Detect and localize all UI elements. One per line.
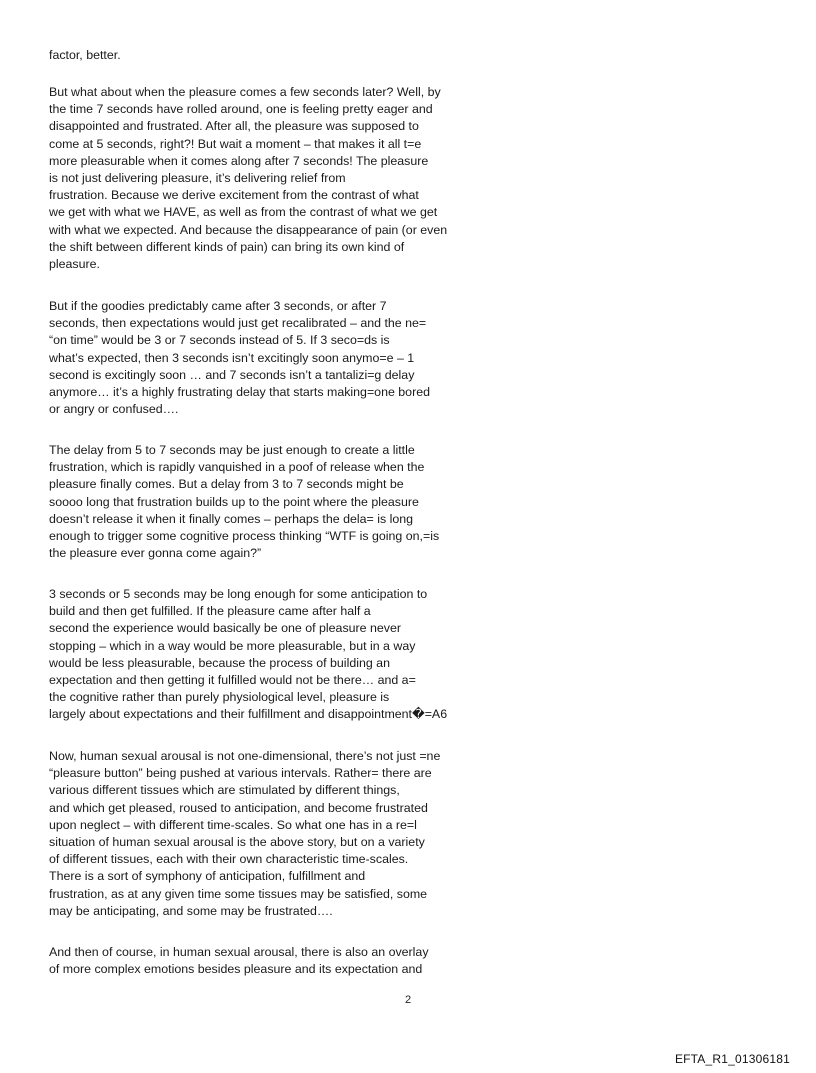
text-line: or angry or confused…. <box>49 402 179 417</box>
text-line: various different tissues which are stimulated by different things, <box>49 783 400 798</box>
text-line: frustration, which is rapidly vanquished in a poof of release when the <box>49 460 425 475</box>
text-line: pleasure finally comes. But a delay from 3 to 7 seconds might be <box>49 477 404 492</box>
page-number: 2 <box>404 994 412 1006</box>
document-id-footer: EFTA_R1_01306181 <box>674 1052 790 1066</box>
text-line: “pleasure button” being pushed at various intervals. Rather= there are <box>49 766 432 781</box>
text-line: we get with what we HAVE, as well as from the contrast of what we get <box>49 205 438 220</box>
text-line: factor, better. <box>49 48 121 62</box>
paragraph-3 <box>49 298 519 418</box>
text-line: seconds, then expectations would just get recalibrated – and the ne= <box>49 316 427 331</box>
text-line: anymore… it’s a highly frustrating delay that starts making=one bored <box>49 384 430 399</box>
text-line: soooo long that frustration builds up to the point where the pleasure <box>49 494 419 509</box>
text-line: And then of course, in human sexual arousal, there is also an overlay <box>49 945 429 959</box>
text-line: largely about expectations and their fulfillment and disappointment�=A6 <box>49 707 448 722</box>
text-line: stopping – which in a way would be more pleasurable, but in a way <box>49 638 416 653</box>
text-line: disappointed and frustrated. After all, the pleasure was supposed to <box>49 119 419 134</box>
text-line: “on time” would be 3 or 7 seconds instead of 5. If 3 seco=ds is <box>49 333 390 348</box>
text-line: second the experience would basically be one of pleasure never <box>49 621 401 636</box>
text-line: come at 5 seconds, right?! But wait a moment – that makes it all t=e <box>49 136 422 151</box>
text-line: expectation and then getting it fulfilled would not be there… and a= <box>49 672 416 687</box>
text-line: may be anticipating, and some may be frustrated…. <box>49 903 333 918</box>
text-line: with what we expected. And because the disappearance of pain (or even <box>49 222 448 237</box>
text-line: situation of human sexual arousal is the above story, but on a variety <box>49 834 425 849</box>
text-line: the cognitive rather than purely physiological level, pleasure is <box>49 690 390 705</box>
text-line: the pleasure ever gonna come again?” <box>49 546 262 561</box>
text-line: the time 7 seconds have rolled around, one is feeling pretty eager and <box>49 102 433 117</box>
text-line: upon neglect – with different time-scales. So what one has in a re=l <box>49 817 417 832</box>
text-line: second is excitingly soon … and 7 seconds isn’t a tantalizi=g delay <box>49 367 415 382</box>
text-line: There is a sort of symphony of anticipation, fulfillment and <box>49 869 366 884</box>
text-line: But if the goodies predictably came after 3 seconds, or after 7 <box>49 299 387 313</box>
text-line: build and then get fulfilled. If the pleasure came after half a <box>49 604 371 619</box>
text-line: would be less pleasurable, because the process of building an <box>49 655 390 670</box>
text-line: But what about when the pleasure comes a few seconds later? Well, by <box>49 85 441 99</box>
text-line: and which get pleased, roused to anticipation, and become frustrated <box>49 800 428 815</box>
paragraph-2 <box>49 84 519 273</box>
text-line: the shift between different kinds of pain) can bring its own kind of <box>49 239 405 254</box>
paragraph-1 <box>49 47 519 64</box>
text-line: of different tissues, each with their own characteristic time-scales. <box>49 852 409 867</box>
text-line: frustration. Because we derive excitement from the contrast of what <box>49 188 419 203</box>
paragraph-4 <box>49 442 519 562</box>
paragraph-6 <box>49 748 519 920</box>
paragraph-5 <box>49 586 519 724</box>
text-line: pleasure. <box>49 256 100 271</box>
text-line: of more complex emotions besides pleasure and its expectation and <box>49 962 423 977</box>
text-line: is not just delivering pleasure, it’s delivering relief from <box>49 170 346 185</box>
text-line: enough to trigger some cognitive process thinking “WTF is going on,=is <box>49 528 440 543</box>
text-line: Now, human sexual arousal is not one-dimensional, there’s not just =ne <box>49 749 441 763</box>
text-line: what’s expected, then 3 seconds isn’t excitingly soon anymo=e – 1 <box>49 350 415 365</box>
text-line: doesn’t release it when it finally comes – perhaps the dela= is long <box>49 511 414 526</box>
paragraph-7 <box>49 944 519 978</box>
text-line: more pleasurable when it comes along after 7 seconds! The pleasure <box>49 153 429 168</box>
text-line: 3 seconds or 5 seconds may be long enough for some anticipation to <box>49 587 428 601</box>
text-line: frustration, as at any given time some tissues may be satisfied, some <box>49 886 428 901</box>
text-line: The delay from 5 to 7 seconds may be just enough to create a little <box>49 443 415 457</box>
